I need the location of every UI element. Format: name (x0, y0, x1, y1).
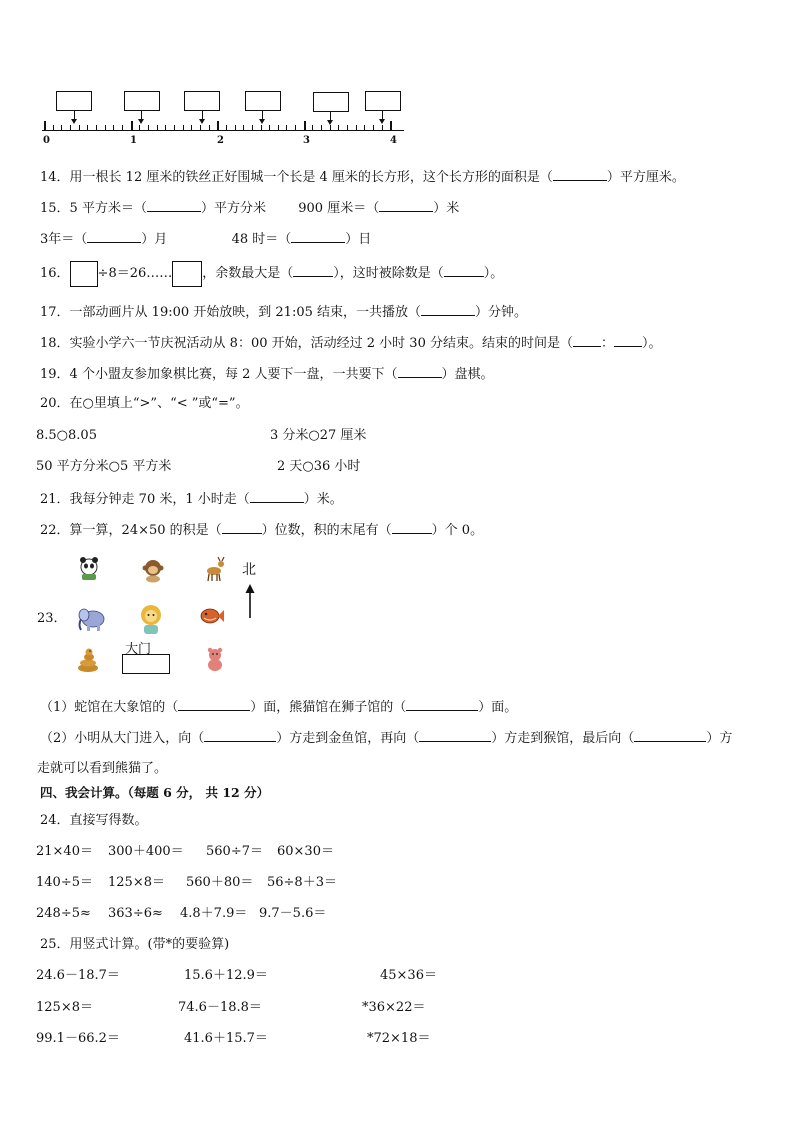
compare-item[interactable]: 3 分米○27 厘米 (270, 428, 367, 443)
question-15: 15．5 平方米＝（ ）平方分米 900 厘米＝（ ）米 (40, 201, 460, 216)
north-label: 北 (242, 562, 256, 578)
axis-tick (390, 121, 392, 130)
answer-blank[interactable] (553, 169, 607, 181)
answer-blank[interactable] (222, 522, 262, 534)
answer-blank[interactable] (573, 335, 601, 347)
calc-item[interactable]: 15.6＋12.9＝ (184, 968, 268, 983)
answer-box[interactable] (365, 91, 401, 111)
tick-label: 0 (43, 135, 50, 146)
axis-tick (312, 125, 313, 130)
axis-tick (321, 125, 322, 130)
answer-blank[interactable] (379, 200, 433, 212)
elephant-icon (77, 605, 107, 633)
axis-tick (79, 125, 80, 130)
axis-tick (200, 125, 201, 130)
question-20: 20．在○里填上“>”、“< ”或“=”。 (40, 396, 249, 411)
question-16: 16． ÷8＝26…… ，余数最大是（ ），这时被除数是（ ）。 (40, 260, 503, 288)
axis-tick (347, 125, 348, 130)
answer-box[interactable] (70, 261, 98, 287)
answer-blank[interactable] (406, 699, 478, 711)
axis-tick (217, 121, 219, 130)
axis-tick (44, 121, 46, 130)
axis-tick (373, 125, 374, 130)
axis-tick (269, 125, 270, 130)
calc-item[interactable]: 24.6－18.7＝ (36, 968, 120, 983)
answer-box[interactable] (124, 91, 160, 111)
calc-item[interactable]: 56÷8＋3＝ (267, 875, 337, 890)
axis-tick (235, 125, 236, 130)
axis-tick (243, 125, 244, 130)
axis-tick (53, 125, 54, 130)
axis-tick (183, 125, 184, 130)
answer-blank[interactable] (178, 699, 250, 711)
calc-item[interactable]: *72×18＝ (367, 1031, 431, 1046)
gate-label: 大门 (125, 642, 152, 657)
calc-item[interactable]: 363÷6≈ (108, 906, 163, 921)
answer-blank[interactable] (419, 730, 491, 742)
answer-blank[interactable] (398, 366, 442, 378)
north-arrow-icon (244, 584, 256, 618)
tick-label: 2 (217, 135, 224, 146)
axis-tick (226, 125, 227, 130)
axis-tick (113, 125, 114, 130)
calc-item[interactable]: 560＋80＝ (186, 875, 254, 890)
question-23-sub2: （2）小明从大门进入，向（ ）方走到金鱼馆，再向（ ）方走到猴馆，最后向（ ）方 (40, 731, 733, 746)
tick-label: 4 (390, 135, 397, 146)
axis-tick (131, 121, 133, 130)
monkey-icon (140, 557, 166, 583)
axis-tick (157, 125, 158, 130)
calc-item[interactable]: 4.8＋7.9＝ (180, 906, 248, 921)
panda-icon (76, 555, 102, 581)
answer-blank[interactable] (392, 522, 432, 534)
axis-tick (382, 125, 383, 130)
question-25: 25．用竖式计算。(带*的要验算) (40, 937, 230, 952)
axis-tick (165, 125, 166, 130)
axis-tick (356, 125, 357, 130)
axis-tick (174, 125, 175, 130)
answer-blank[interactable] (421, 304, 475, 316)
question-23-sub1: （1）蛇馆在大象馆的（ ）面，熊猫馆在狮子馆的（ ）面。 (40, 700, 518, 715)
calc-item[interactable]: 300＋400＝ (108, 844, 184, 859)
gate-box (122, 654, 170, 674)
goldfish-icon (197, 603, 225, 629)
bear-icon (202, 646, 228, 672)
axis-tick (295, 125, 296, 130)
compare-item[interactable]: 8.5○8.05 (36, 428, 97, 443)
calc-item[interactable]: 99.1－66.2＝ (36, 1031, 120, 1046)
answer-blank[interactable] (87, 231, 141, 243)
calc-item[interactable]: 125×8＝ (108, 875, 165, 890)
axis-tick (286, 125, 287, 130)
calc-item[interactable]: 560÷7＝ (206, 844, 263, 859)
axis-tick (330, 125, 331, 130)
axis-tick (87, 125, 88, 130)
axis-tick (61, 125, 62, 130)
answer-box[interactable] (245, 91, 281, 111)
axis-tick (364, 125, 365, 130)
section-4-title: 四、我会计算。（每题 6 分， 共 12 分） (40, 785, 270, 800)
axis-tick (252, 125, 253, 130)
tick-label: 1 (130, 135, 137, 146)
tick-label: 3 (303, 135, 310, 146)
calc-item[interactable]: 74.6－18.8＝ (178, 1000, 262, 1015)
answer-blank[interactable] (250, 491, 304, 503)
snake-icon (75, 647, 101, 673)
zoo-map (60, 550, 270, 680)
question-22: 22．算一算，24×50 的积是（ ）位数，积的末尾有（ ）个 0。 (40, 523, 484, 538)
question-19: 19．4 个小盟友参加象棋比赛，每 2 人要下一盘，一共要下（ ）盘棋。 (40, 367, 494, 382)
answer-box[interactable] (172, 261, 202, 287)
axis-tick (278, 125, 279, 130)
axis-tick (148, 125, 149, 130)
question-14: 14．用一根长 12 厘米的铁丝正好围城一个长是 4 厘米的长方形，这个长方形的面积是（ ）平方厘米。 (40, 170, 685, 185)
question-23-number: 23． (37, 611, 67, 626)
answer-blank[interactable] (614, 335, 642, 347)
calc-item[interactable]: 41.6＋15.7＝ (184, 1031, 268, 1046)
question-21: 21．我每分钟走 70 米，1 小时走（ ）米。 (40, 492, 343, 507)
compare-item[interactable]: 50 平方分米○5 平方米 (36, 459, 172, 474)
axis-tick (191, 125, 192, 130)
axis-tick (105, 125, 106, 130)
answer-blank[interactable] (634, 730, 706, 742)
answer-blank[interactable] (204, 730, 276, 742)
calc-item[interactable]: 21×40＝ (36, 844, 93, 859)
axis-tick (122, 125, 123, 130)
axis-tick (209, 125, 210, 130)
axis-tick (139, 125, 140, 130)
number-line (40, 88, 410, 150)
question-23-sub2-cont: 走就可以看到熊猫了。 (37, 761, 168, 776)
axis-line (42, 130, 404, 131)
question-15-line2: 3年＝（ ）月 48 时＝（ ）日 (40, 232, 372, 247)
calc-item[interactable]: 140÷5＝ (36, 875, 93, 890)
axis-tick (96, 125, 97, 130)
answer-box[interactable] (313, 92, 349, 112)
answer-box[interactable] (56, 91, 92, 111)
answer-blank[interactable] (444, 265, 484, 277)
calc-item[interactable]: *36×22＝ (362, 1000, 426, 1015)
axis-tick (338, 125, 339, 130)
axis-tick (261, 125, 262, 130)
calc-item[interactable]: 248÷5≈ (36, 906, 91, 921)
answer-blank[interactable] (147, 200, 201, 212)
answer-box[interactable] (184, 91, 220, 111)
question-24: 24．直接写得数。 (40, 813, 148, 828)
calc-item[interactable]: 125×8＝ (36, 1000, 93, 1015)
answer-blank[interactable] (291, 231, 345, 243)
compare-item[interactable]: 2 天○36 小时 (277, 459, 361, 474)
calc-item[interactable]: 60×30＝ (277, 844, 334, 859)
axis-tick (70, 125, 71, 130)
question-17: 17．一部动画片从 19:00 开始放映，到 21:05 结束，一共播放（ ）分钟。 (40, 305, 528, 320)
axis-tick (304, 121, 306, 130)
calc-item[interactable]: 45×36＝ (380, 968, 437, 983)
answer-blank[interactable] (293, 265, 333, 277)
question-18: 18．实验小学六一节庆祝活动从 8：00 开始，活动经过 2 小时 30 分结束。结束的时间是（ ： ）。 (40, 336, 662, 351)
deer-icon (202, 556, 228, 582)
lion-icon (137, 604, 165, 636)
calc-item[interactable]: 9.7－5.6＝ (259, 906, 327, 921)
